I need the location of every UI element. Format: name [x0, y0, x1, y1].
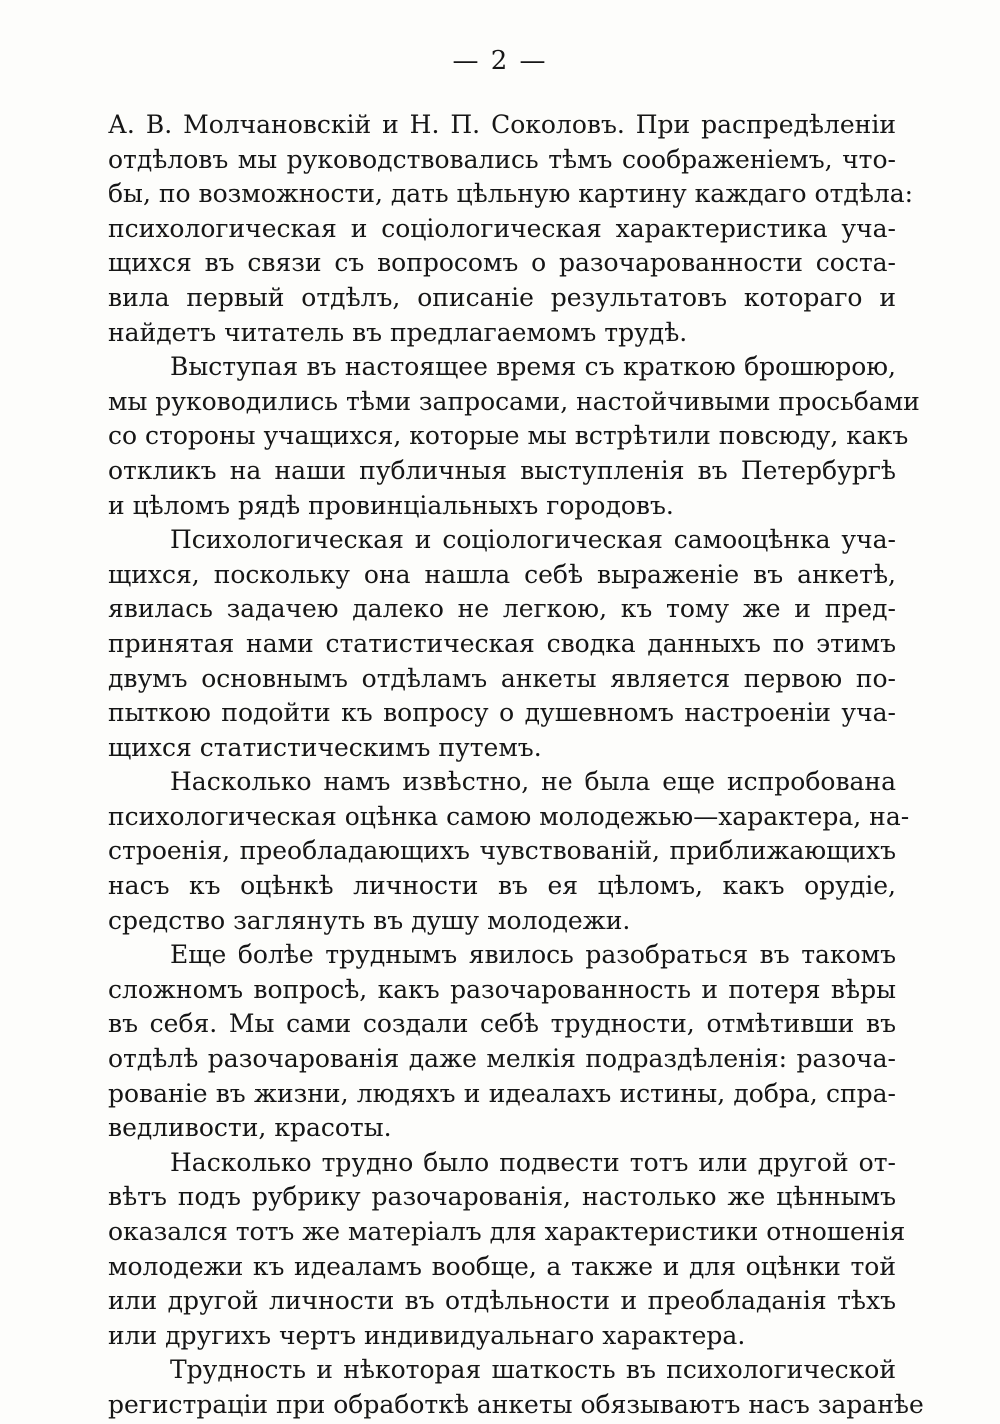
text-line: психологическая и соціологическая характеристика уча-	[108, 213, 896, 243]
text-line: или другой личности въ отдѣльности и преобладанія тѣхъ	[108, 1286, 896, 1316]
paragraph	[108, 350, 920, 523]
text-line: ведливости, красоты.	[108, 1113, 392, 1143]
text-line: Психологическая и соціологическая самооцѣнка уча-	[170, 525, 896, 555]
text-line: или другихъ чертъ индивидуальнаго характера.	[108, 1320, 746, 1350]
text-line: насъ къ оцѣнкѣ личности въ ея цѣломъ, какъ орудіе,	[108, 871, 896, 901]
text-line: щихся, поскольку она нашла себѣ выраженіе въ анкетѣ,	[108, 559, 896, 589]
paragraph	[108, 1353, 924, 1422]
text-line: сложномъ вопросѣ, какъ разочарованность и потеря вѣры	[108, 974, 896, 1004]
text-line: со стороны учащихся, которые мы встрѣтили повсюду, какъ	[108, 421, 909, 451]
text-line: Насколько намъ извѣстно, не была еще испробована	[170, 767, 896, 797]
body-text	[108, 108, 924, 1423]
text-line: молодежи къ идеаламъ вообще, а также и для оцѣнки той	[108, 1251, 896, 1281]
text-line: въ себя. Мы сами создали себѣ трудности, отмѣтивши въ	[108, 1009, 896, 1039]
text-line: найдетъ читатель въ предлагаемомъ трудѣ.	[108, 317, 688, 347]
paragraph	[108, 108, 914, 350]
paragraph	[108, 1146, 906, 1354]
text-line: Насколько трудно было подвести тотъ или другой от-	[170, 1147, 896, 1177]
text-line: щихся въ связи съ вопросомъ о разочарованности соста-	[108, 248, 896, 278]
text-line: двумъ основнымъ отдѣламъ анкеты является первою по-	[108, 663, 896, 693]
text-line: Выступая въ настоящее время съ краткою брошюрою,	[170, 352, 896, 382]
text-line: отдѣлѣ разочарованія даже мелкія подраздѣленія: разоча-	[108, 1044, 896, 1074]
page-number: — 2 —	[452, 46, 548, 76]
text-line: регистраціи при обработкѣ анкеты обязываютъ насъ заранѣе	[108, 1389, 924, 1419]
text-line: рованіе въ жизни, людяхъ и идеалахъ истины, добра, спра-	[108, 1078, 896, 1108]
text-line: отдѣловъ мы руководствовались тѣмъ соображеніемъ, что-	[108, 144, 896, 174]
text-line: оказался тотъ же матеріалъ для характеристики отношенія	[108, 1217, 906, 1246]
paragraph	[108, 523, 896, 765]
text-line: строенія, преобладающихъ чувствованій, приближающихъ	[108, 836, 896, 866]
text-line: явилась задачею далеко не легкою, къ тому же и пред-	[108, 594, 896, 624]
text-line: вѣтъ подъ рубрику разочарованія, настолько же цѣннымъ	[108, 1182, 896, 1212]
text-line: психологическая оцѣнка самою молодежью—характера, на-	[108, 801, 910, 831]
text-line: бы, по возможности, дать цѣльную картину каждаго отдѣла:	[108, 179, 914, 209]
paragraph	[108, 938, 896, 1146]
text-line: Трудность и нѣкоторая шаткость въ психологической	[170, 1355, 896, 1385]
text-line: принятая нами статистическая сводка данныхъ по этимъ	[108, 628, 896, 658]
text-line: вила первый отдѣлъ, описаніе результатовъ котораго и	[108, 282, 896, 312]
text-line: откликъ на наши публичныя выступленія въ Петербургѣ	[108, 455, 896, 485]
text-line: средство заглянуть въ душу молодежи.	[108, 905, 631, 935]
text-line: щихся статистическимъ путемъ.	[108, 732, 542, 762]
text-line: А. В. Молчановскій и Н. П. Соколовъ. При распредѣленіи	[108, 110, 896, 139]
text-line: пыткою подойти къ вопросу о душевномъ настроеніи уча-	[108, 698, 896, 728]
paragraph	[108, 765, 910, 938]
text-line: мы руководились тѣми запросами, настойчивыми просьбами	[108, 386, 920, 416]
text-line: и цѣломъ рядѣ провинціальныхъ городовъ.	[108, 490, 674, 520]
text-line: Еще болѣе труднымъ явилось разобраться въ такомъ	[170, 940, 896, 970]
